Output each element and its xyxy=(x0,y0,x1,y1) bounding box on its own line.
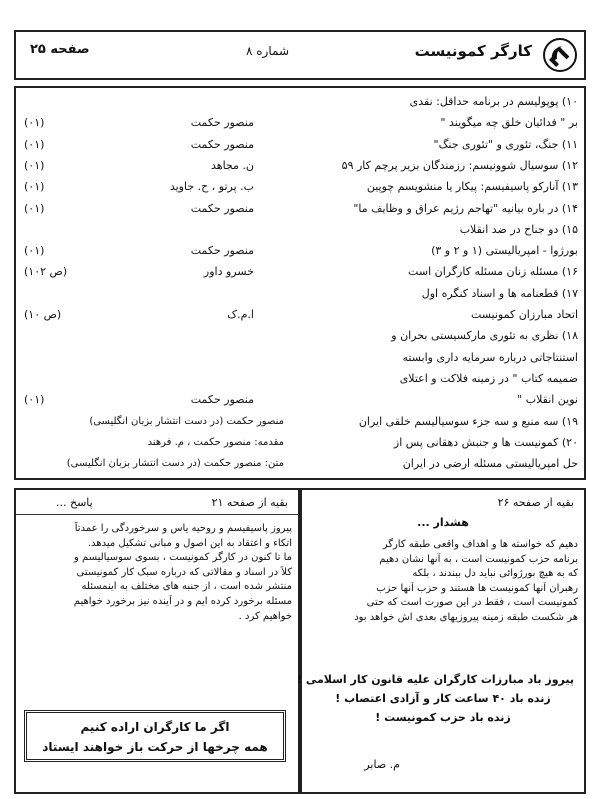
toc-entry-title: ۱۳) آنارکو پاسیفیسم: پیکار یا منشویسم چوپین xyxy=(366,180,578,194)
toc-entry-author: خسرو داور xyxy=(203,265,254,279)
page-header xyxy=(14,30,586,80)
toc-entry-title: ۱۲) سوسیال شوونیسم: رزمندگان بزیر پرچم کار ۵۹ xyxy=(341,158,578,172)
toc-entry-page: (۰۱) xyxy=(24,244,45,258)
toc-entry-title: ۱۷) قطعنامه ها و اسناد کنگره اول xyxy=(421,286,578,300)
paragraph-line: هر شکست طبقه زمینه پیروزیهای بعدی اش خواهد بود xyxy=(354,611,578,623)
paragraph-line: اتکاء و اعتقاد به این اصول و مبانی تشکیل میدهد. xyxy=(87,537,292,549)
toc-entry-page: (۰۱) xyxy=(24,116,45,130)
toc-entry-title: ۱۰) پوپولیسم در برنامه حداقل: نقدی xyxy=(409,95,578,108)
publication-title: کارگر کمونیست xyxy=(414,42,532,60)
toc-entry-title: نوین انقلاب " xyxy=(517,393,578,407)
toc-entry-title: ۱۶) مسئله زنان مسئله کارگران است xyxy=(408,265,578,279)
toc-entry-author: منصور حکمت xyxy=(190,116,254,130)
toc-entry-title: استنتاجاتی درباره سرمایه داری وابسته xyxy=(402,350,578,364)
hammer-sickle-icon xyxy=(542,37,578,73)
right-article-column xyxy=(296,488,586,794)
toc-entry-title: ۱۹) سه منبع و سه جزء سوسیالیسم خلقی ایران xyxy=(358,414,578,428)
toc-entry-page: (۱۰۲ ص) xyxy=(24,265,68,279)
paragraph-line: کمونیست است ، فقط در این صورت است که حتی xyxy=(366,597,578,609)
article-paragraph xyxy=(22,522,292,624)
article-paragraph xyxy=(308,538,578,626)
toc-entry-title: اتحاد مبارزان کمونیست xyxy=(470,308,578,321)
toc-entry-page: (۰۱) xyxy=(24,158,45,172)
continued-note: بقیه از صفحه ۲۱ xyxy=(211,496,288,509)
toc-entry-title: ضمیمه کتاب " در زمینه فلاکت و اعتلای xyxy=(399,371,578,385)
toc-entry-author: ن. مجاهد xyxy=(211,158,254,172)
toc-entry-author: منصور حکمت xyxy=(190,137,254,151)
continued-note: بقیه از صفحه ۲۶ xyxy=(497,496,574,509)
article-subtitle: پاسخ ... xyxy=(56,496,93,509)
toc-entry-author: ا.م.ک xyxy=(227,308,254,321)
slogan-box xyxy=(24,710,286,762)
toc-entry-title: ۲۰) کمونیست ها و جنبش دهقانی پس از xyxy=(393,435,578,449)
divider xyxy=(16,514,298,515)
toc-entry-author: منصور حکمت xyxy=(190,393,254,407)
toc-entry-title: حل امپریالیستی مسئله ارضی در ایران xyxy=(402,457,578,471)
toc-entry-page: (۰۱) xyxy=(24,393,45,407)
paragraph-line: خواهیم کرد . xyxy=(238,610,292,622)
article-subtitle: هشدار ... xyxy=(417,516,469,529)
issue-number: شماره ۸ xyxy=(246,44,289,58)
closing-slogans xyxy=(296,670,574,727)
toc-entry-author: متن: منصور حکمت (در دست انتشار بزبان انگلیسی) xyxy=(66,458,284,470)
toc-entry-author: منصور حکمت xyxy=(190,201,254,215)
paragraph-line: منتشر شده است ، از جنبه های مختلف به اینمسئله xyxy=(81,581,292,593)
toc-entry-title: بورژوا - امپریالیستی (۱ و ۲ و ۳) xyxy=(431,244,578,258)
slogan-line: پیروز باد مبارزات کارگران علیه قانون کار اسلامی ! xyxy=(296,673,574,686)
page-number: صفحه ۲۵ xyxy=(30,42,90,57)
paragraph-line: که به هیچ بورژوائی نباید دل ببندند ، بلکه xyxy=(412,568,578,580)
author-signature: م. صابر xyxy=(364,758,400,771)
toc-entry-title: ۱۸) نظری به تئوری مارکسیستی بحران و xyxy=(391,329,578,343)
toc-entry-author: منصور حکمت xyxy=(190,244,254,258)
toc-entry-author: منصور حکمت (در دست انتشار بزبان انگلیسی) xyxy=(89,415,284,427)
slogan-line: همه چرخها از حرکت باز خواهند ایستاد xyxy=(42,740,268,754)
paragraph-line: دهیم که خواسته ها و اهداف واقعی طبقه کارگر xyxy=(382,539,578,550)
paragraph-line: پیروز پاسیفیسم و روحیه یاس و سرخوردگی را عمدتاً xyxy=(74,523,292,534)
toc-entry-page: (۰۱) xyxy=(24,137,45,151)
slogan-line: زنده باد حزب کمونیست ! xyxy=(375,711,511,724)
paragraph-line: رهبران آنها کمونیست ها هستند و حزب آنها حزب xyxy=(376,582,578,594)
contents-list xyxy=(14,86,586,480)
toc-entry-author: ب. پرتو ، ح. جاوید xyxy=(169,180,254,194)
paragraph-line: کلاً در اسناد و مقالاتی که درباره سبک کار کمونیستی xyxy=(76,566,292,578)
toc-entry-title: بر " فدائیان خلق چه میگویند " xyxy=(440,116,578,130)
toc-entry-title: ۱۴) در باره بیانیه "تهاجم رژیم عراق و وظایف ما" xyxy=(353,201,578,215)
slogan-line: اگر ما کارگران اراده کنیم xyxy=(80,720,230,734)
paragraph-line: برنامه حزب کمونیست است ، به آنها نشان دهیم xyxy=(379,553,578,565)
toc-entry-author: مقدمه: منصور حکمت ، م. فرهند xyxy=(147,436,284,448)
toc-entry-page: (۱۰ ص) xyxy=(24,308,62,321)
paragraph-line: ما تا کنون در کارگر کمونیست ، بسوی سوسیالیسم و xyxy=(74,552,292,564)
toc-entry-page: (۰۱) xyxy=(24,180,45,194)
toc-entry-title: ۱۱) جنگ، تئوری و "تئوری جنگ" xyxy=(433,137,578,151)
paragraph-line: مسئله برخورد کرده ایم و در آینده نیز برخورد خواهیم xyxy=(73,595,292,607)
toc-entry-page: (۰۱) xyxy=(24,201,45,215)
toc-entry-title: ۱۵) دو جناح در ضد انقلاب xyxy=(459,222,578,236)
slogan-line: زنده باد ۴۰ ساعت کار و آزادی اعتصاب ! xyxy=(335,692,551,705)
